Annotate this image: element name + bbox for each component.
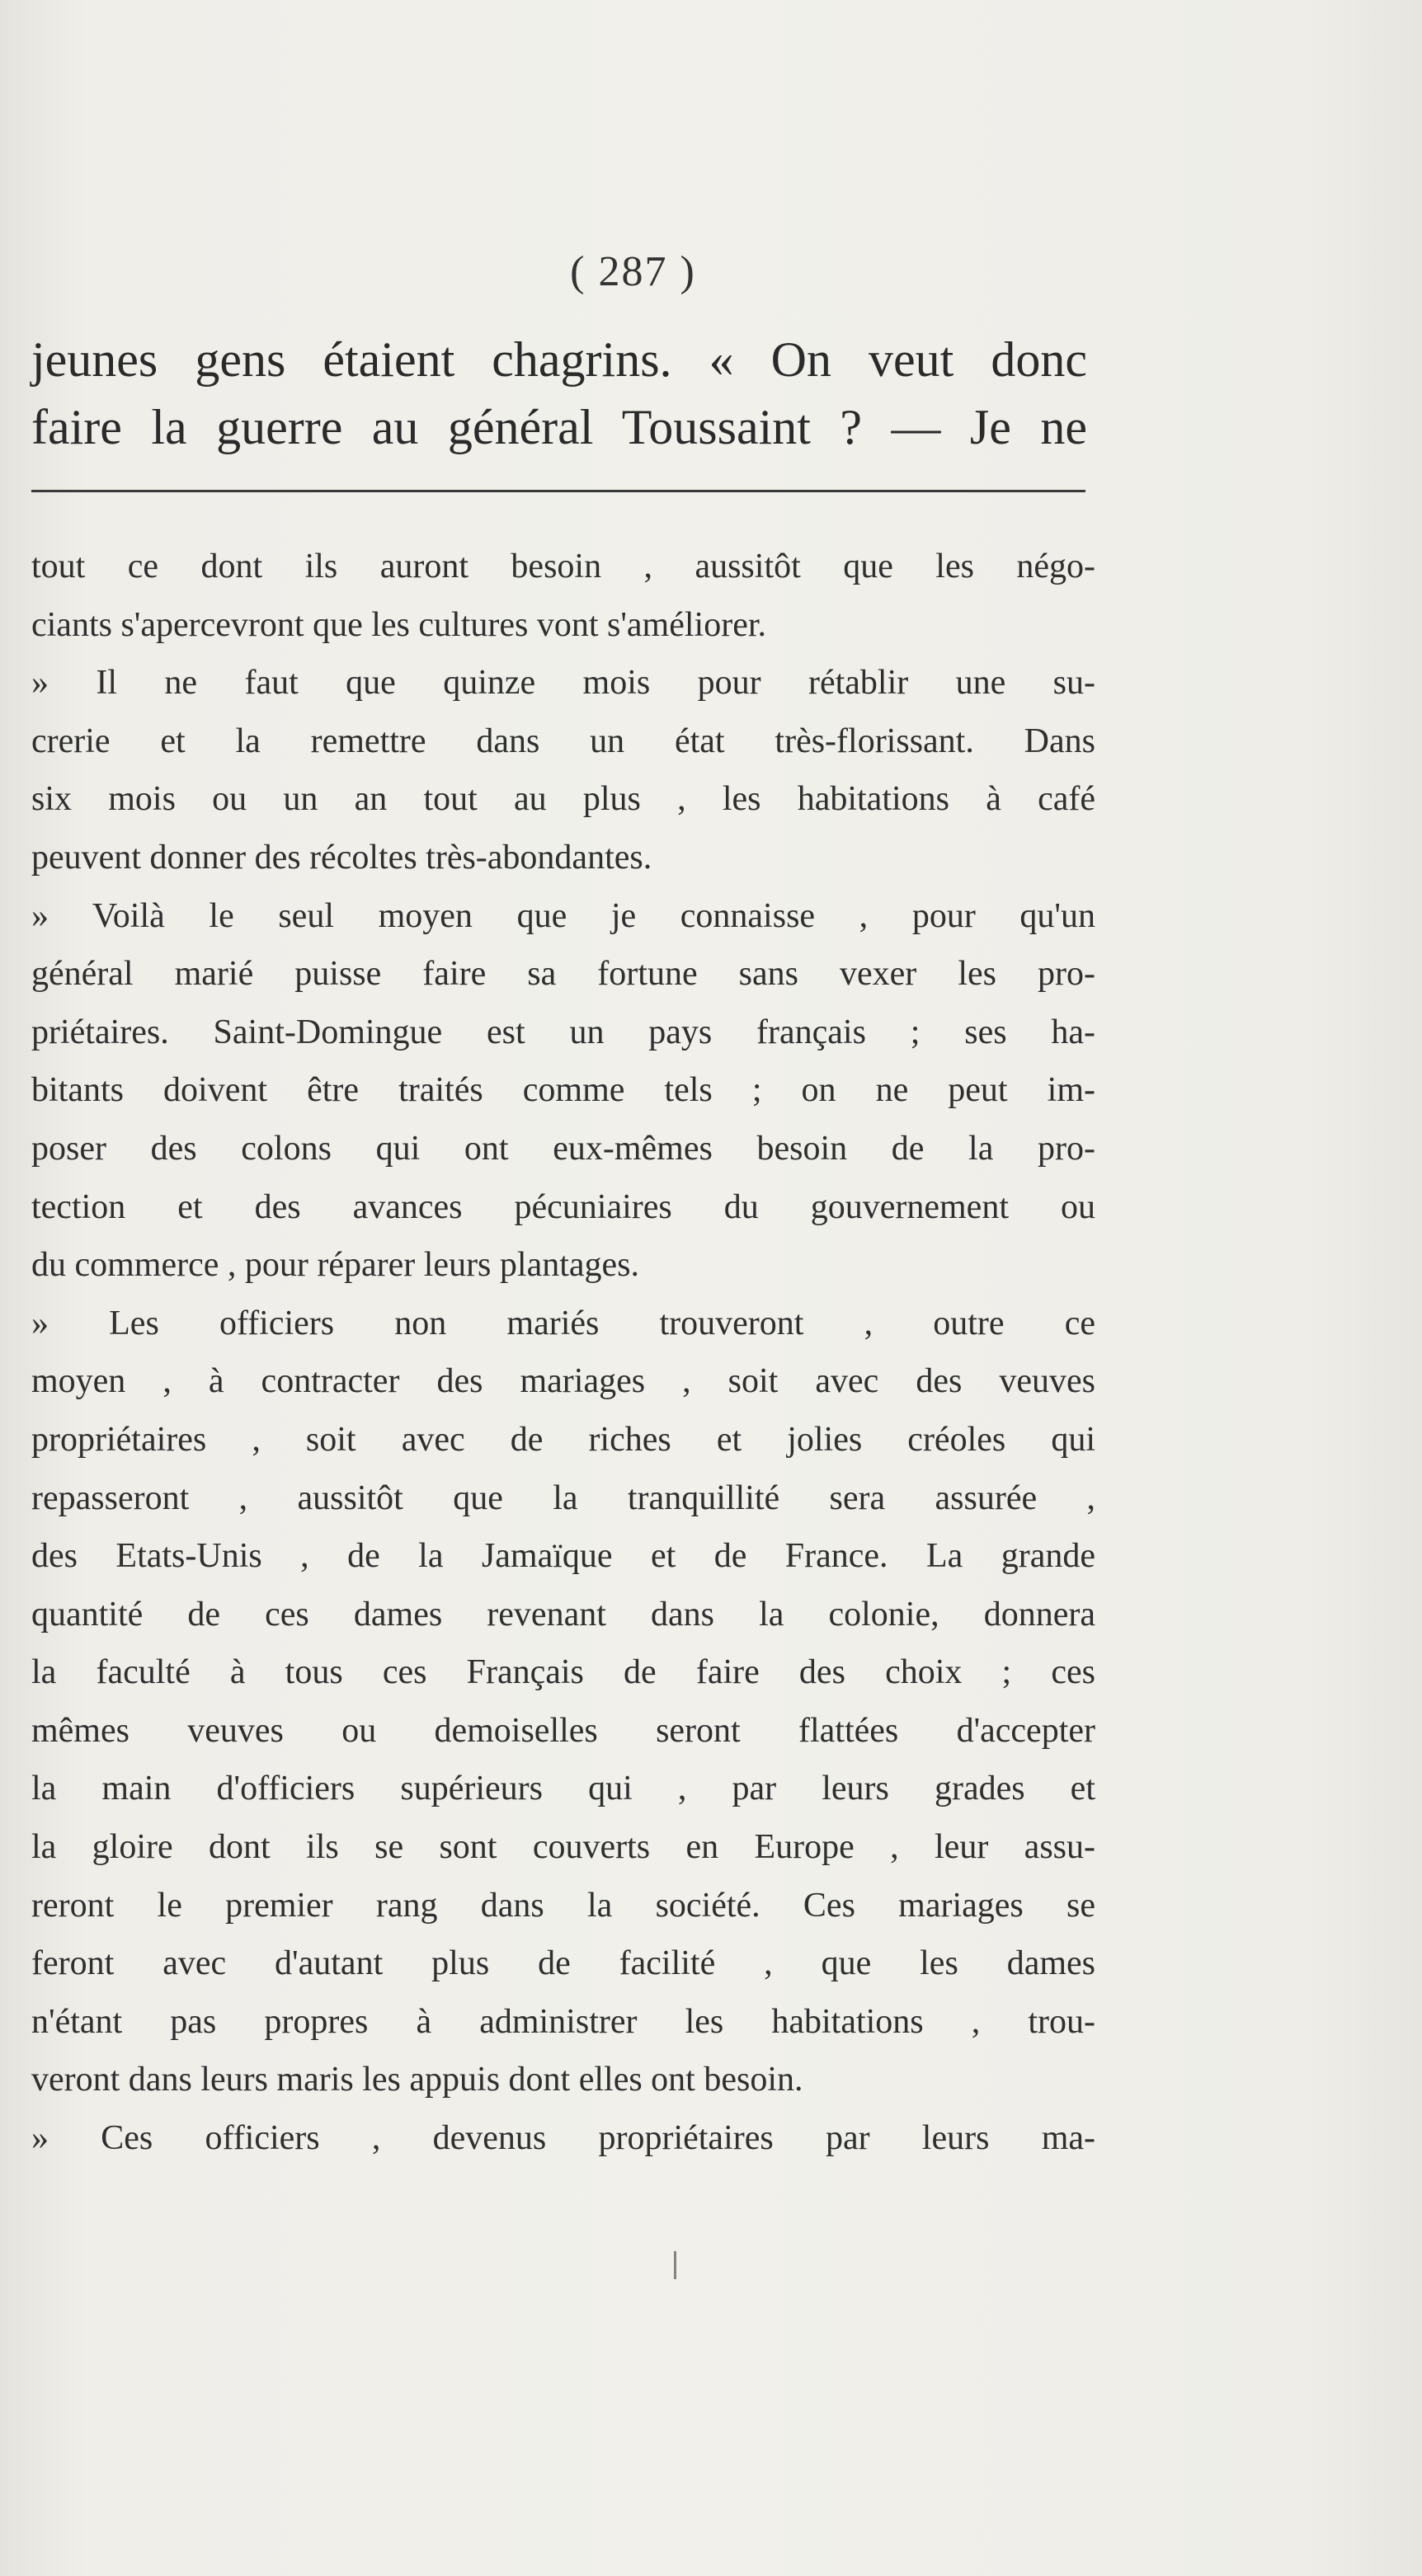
lower-text-block xyxy=(31,538,1095,2168)
page-number: ( 287 ) xyxy=(570,248,696,295)
text-line: feront avec d'autant plus de facilité , que les dames xyxy=(31,1944,1095,1983)
separator-rule xyxy=(31,490,1085,492)
text-line: six mois ou un an tout au plus , les habitations à café xyxy=(31,780,1095,819)
text-line: mêmes veuves ou demoiselles seront flattées d'accepter xyxy=(31,1711,1095,1750)
text-line: » Il ne faut que quinze mois pour rétablir une su- xyxy=(31,664,1095,703)
text-line: veront dans leurs maris les appuis dont elles ont besoin. xyxy=(31,2061,803,2099)
text-line: ciants s'apercevront que les cultures vont s'améliorer. xyxy=(31,605,767,644)
text-line: poser des colons qui ont eux-mêmes besoin de la pro- xyxy=(31,1129,1095,1168)
text-line: quantité de ces dames revenant dans la colonie, donnera xyxy=(31,1595,1095,1634)
text-line: » Voilà le seul moyen que je connaisse , pour qu'un xyxy=(31,896,1095,935)
text-line: priétaires. Saint-Domingue est un pays français ; ses ha- xyxy=(31,1013,1095,1051)
text-line: du commerce , pour réparer leurs plantages. xyxy=(31,1246,640,1285)
text-line: » Ces officiers , devenus propriétaires par leurs ma- xyxy=(31,2119,1095,2158)
text-line: crerie et la remettre dans un état très-florissant. Dans xyxy=(31,722,1095,760)
text-line: jeunes gens étaient chagrins. « On veut donc xyxy=(31,332,1087,387)
text-line: propriétaires , soit avec de riches et jolies créoles qui xyxy=(31,1420,1095,1459)
text-line: la faculté à tous ces Français de faire des choix ; ces xyxy=(31,1653,1095,1692)
text-line: tout ce dont ils auront besoin , aussitôt que les négo- xyxy=(31,548,1095,585)
text-line: bitants doivent être traités comme tels ; on ne peut im- xyxy=(31,1071,1095,1110)
text-line: reront le premier rang dans la société. Ces mariages se xyxy=(31,1886,1095,1925)
text-line: moyen , à contracter des mariages , soit avec des veuves xyxy=(31,1362,1095,1401)
text-line: n'étant pas propres à administrer les habitations , trou- xyxy=(31,2002,1095,2041)
ink-mark xyxy=(674,2251,676,2279)
text-line: repasseront , aussitôt que la tranquillité sera assurée , xyxy=(31,1478,1095,1517)
text-line: » Les officiers non mariés trouveront , outre ce xyxy=(31,1304,1095,1342)
text-line: des Etats-Unis , de la Jamaïque et de France. La grande xyxy=(31,1537,1095,1576)
text-line: général marié puisse faire sa fortune sans vexer les pro- xyxy=(31,955,1095,994)
text-line: faire la guerre au général Toussaint ? — Je ne xyxy=(31,400,1087,454)
text-line: la main d'officiers supérieurs qui , par leurs grades et xyxy=(31,1770,1095,1808)
text-line: tection et des avances pécuniaires du gouvernement ou xyxy=(31,1187,1095,1226)
text-line: la gloire dont ils se sont couverts en Europe , leur assu- xyxy=(31,1828,1095,1867)
upper-text-block xyxy=(31,326,1087,461)
text-line: peuvent donner des récoltes très-abondantes. xyxy=(31,838,652,877)
